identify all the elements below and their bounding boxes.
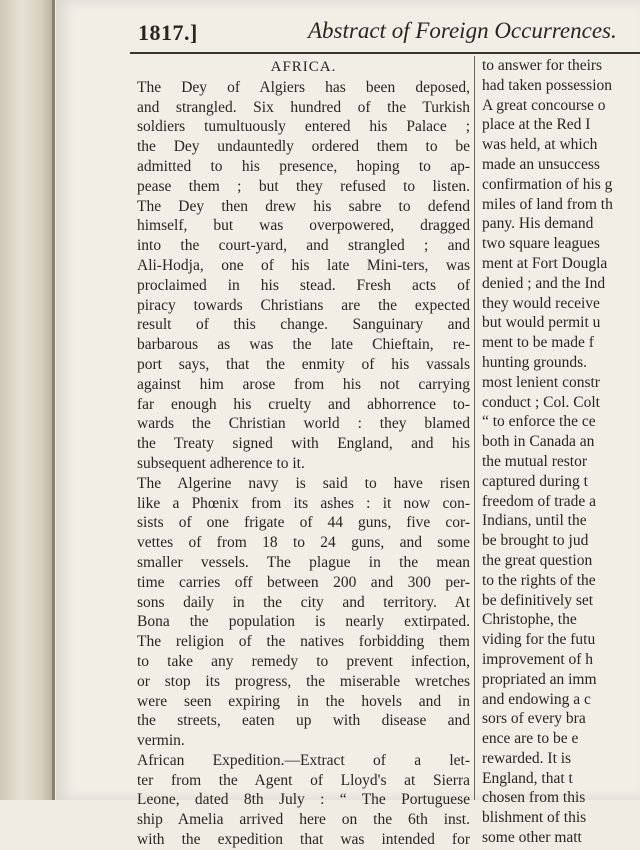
text-line: most lenient constr xyxy=(482,373,600,391)
text-line: pease them ; but they refused to listen. xyxy=(137,177,470,195)
text-line: had taken possession xyxy=(482,76,613,94)
text-line: The religion of the natives forbidding them xyxy=(137,633,470,651)
text-line: to take any remedy to prevent infection, xyxy=(137,652,470,670)
column-right xyxy=(482,56,640,848)
text-line: pany. His demand xyxy=(482,215,594,233)
text-line: wards the Christian world : they blamed xyxy=(137,415,470,433)
spine-edge xyxy=(52,0,55,800)
text-line: be definitively set xyxy=(482,591,594,609)
text-line: to answer for theirs xyxy=(482,57,603,74)
book-spine xyxy=(0,0,54,800)
text-line: proclaimed in his stead. Fresh acts of xyxy=(137,276,470,294)
text-line: sons daily in the city and territory. At xyxy=(137,593,470,611)
text-line: captured during t xyxy=(482,472,588,490)
text-line: the great question xyxy=(482,551,593,569)
running-title: Abstract of Foreign Occurrences. xyxy=(308,18,617,43)
text-line: were seen expiring in the hovels and in xyxy=(137,692,470,710)
text-line: ence are to be e xyxy=(482,730,579,748)
column-left-text xyxy=(137,78,470,850)
text-line: port says, that the enmity of his vassals xyxy=(137,355,470,373)
text-line: to the rights of the xyxy=(482,571,596,589)
text-line: they would receive xyxy=(482,294,600,312)
text-line: ment to be made f xyxy=(482,334,594,352)
text-line: and strangled. Six hundred of the Turkish xyxy=(137,98,470,116)
text-line: made an unsuccess xyxy=(482,155,600,173)
text-line: be brought to jud xyxy=(482,532,589,550)
text-line: and endowing a c xyxy=(482,690,591,708)
text-line: like a Phœnix from its ashes : it now con- xyxy=(137,494,470,512)
text-line: sors of every bra xyxy=(482,710,586,728)
text-line: some other matt xyxy=(482,829,582,847)
text-line: freedom of trade a xyxy=(482,492,597,510)
text-line: time carries off between 200 and 300 per- xyxy=(137,573,470,591)
text-line: England, that t xyxy=(482,769,573,787)
text-line: barbarous as was the late Chieftain, re- xyxy=(137,336,470,354)
text-line: soldiers tumultuously entered his Palace ; xyxy=(137,118,470,136)
text-line: smaller vessels. The plague in the mean xyxy=(137,553,470,571)
text-line: or stop its progress, the miserable wretches xyxy=(137,672,470,690)
text-line: improvement of h xyxy=(482,650,594,668)
text-line: viding for the futu xyxy=(482,631,596,649)
text-line: admitted to his presence, hoping to ap- xyxy=(137,157,470,175)
text-line: result of this change. Sanguinary and xyxy=(137,316,470,334)
column-divider xyxy=(474,56,475,800)
text-line: The Dey of Algiers has been deposed, xyxy=(137,78,470,96)
text-line: denied ; and the Ind xyxy=(482,274,606,292)
text-line: ter from the Agent of Lloyd's at Sierra xyxy=(137,771,470,789)
text-line: A great concourse o xyxy=(482,96,606,114)
text-line: The Algerine navy is said to have risen xyxy=(137,474,470,492)
text-line: sists of one frigate of 44 guns, five cor- xyxy=(137,514,470,532)
text-line: far enough his cruelty and abhorrence to- xyxy=(137,395,470,413)
text-line: hunting grounds. xyxy=(482,353,588,371)
text-line: Ali-Hodja, one of his late Mini-ters, was xyxy=(137,256,470,274)
text-line: the Treaty signed with England, and his xyxy=(137,435,470,453)
column-left xyxy=(137,58,470,850)
page-year: 1817.] xyxy=(138,20,198,45)
text-line: ship Amelia arrived here on the 6th inst. xyxy=(137,811,470,829)
text-line: Bona the population is nearly extirpated. xyxy=(137,613,470,631)
text-line: Indians, until the xyxy=(482,512,587,530)
text-line: blishment of this xyxy=(482,809,587,827)
text-line: himself, but was overpowered, dragged xyxy=(137,217,470,235)
text-line: ment at Fort Dougla xyxy=(482,254,608,272)
text-line: but would permit u xyxy=(482,314,601,332)
text-line: vermin. xyxy=(137,732,185,750)
text-line: Leone, dated 8th July : “ The Portuguese xyxy=(137,791,470,809)
text-line: place at the Red I xyxy=(482,116,591,134)
section-heading: AFRICA. xyxy=(270,59,337,75)
column-right-text xyxy=(482,56,640,848)
text-line: miles of land from th xyxy=(482,195,613,213)
text-line: the Dey undauntedly ordered them to be xyxy=(137,138,470,156)
text-line: “ to enforce the ce xyxy=(482,413,596,431)
text-line: Christophe, the xyxy=(482,611,577,629)
text-line: rewarded. It is xyxy=(482,749,572,767)
text-line: was held, at which xyxy=(482,136,598,154)
text-line: the streets, eaten up with disease and xyxy=(137,712,470,730)
text-line: piracy towards Christians are the expected xyxy=(137,296,470,314)
text-line: propriated an imm xyxy=(482,670,597,688)
text-line: into the court-yard, and strangled ; and xyxy=(137,237,470,255)
text-line: confirmation of his g xyxy=(482,175,613,193)
text-line: both in Canada an xyxy=(482,433,595,451)
text-line: two square leagues xyxy=(482,235,600,253)
text-line: The Dey then drew his sabre to defend xyxy=(137,197,470,215)
text-line: conduct ; Col. Colt xyxy=(482,393,600,411)
header-rule xyxy=(130,52,640,54)
text-line: chosen from this xyxy=(482,789,586,807)
text-line: African Expedition.—Extract of a let- xyxy=(137,751,470,769)
text-line: with the expedition that was intended for xyxy=(137,831,470,849)
text-line: the mutual restor xyxy=(482,452,588,470)
text-line: subsequent adherence to it. xyxy=(137,454,305,472)
text-line: vettes of from 18 to 24 guns, and some xyxy=(137,534,470,552)
text-line: against him arose from his not carrying xyxy=(137,375,470,393)
